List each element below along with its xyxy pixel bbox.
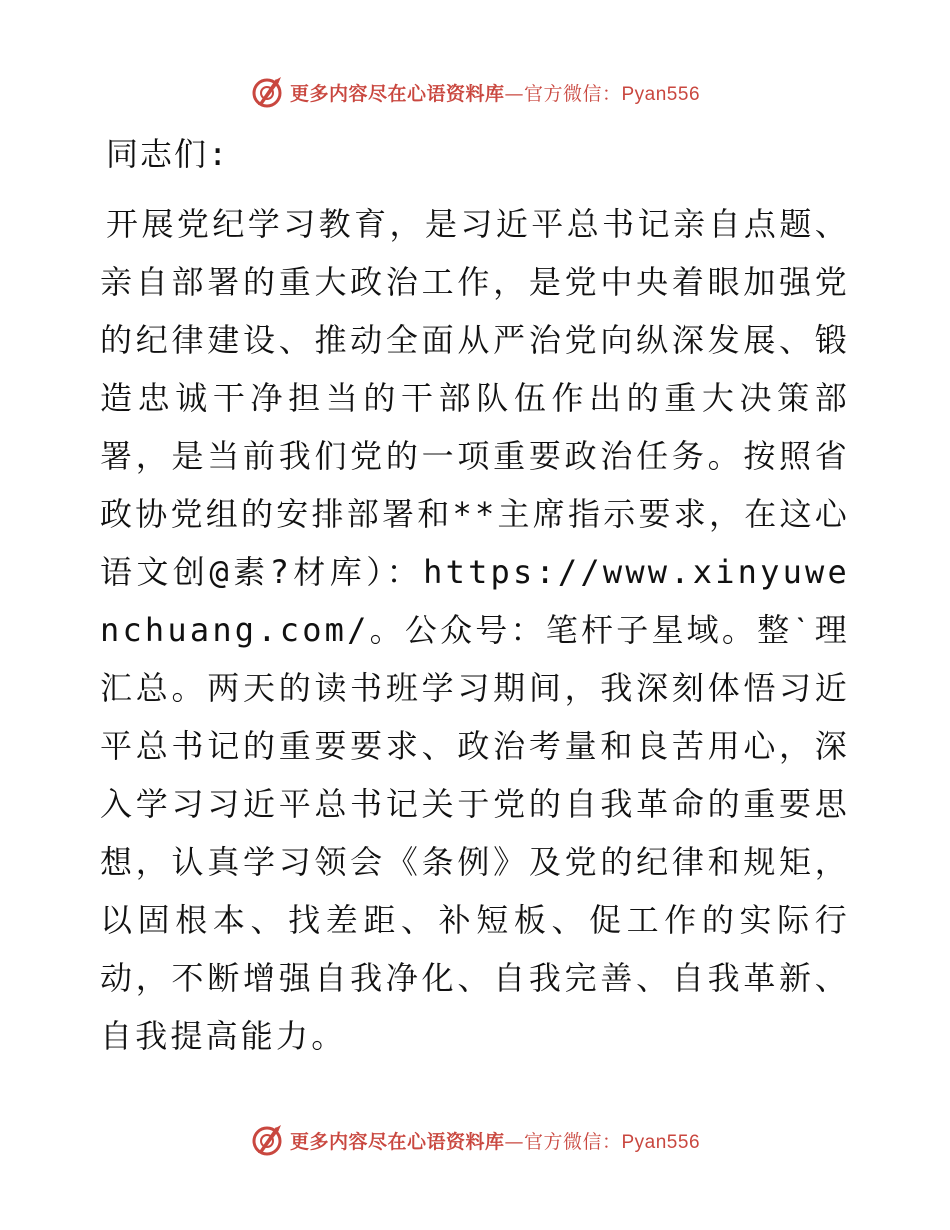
header-banner-title: 更多内容尽在心语资料库 (289, 82, 505, 105)
header-banner-text (290, 79, 700, 106)
header-banner-content (250, 75, 700, 109)
quill-logo-icon (250, 1123, 284, 1157)
footer-banner-title: 更多内容尽在心语资料库 (289, 1130, 505, 1153)
footer-banner-separator: — (504, 1130, 524, 1153)
main-paragraph: 开展党纪学习教育，是习近平总书记亲自点题、亲自部署的重大政治工作，是党中央着眼加强党的纪律建设、推动全面从严治党向纵深发展、锻造忠诚干净担当的干部队伍作出的重大决策部署，是当前我们党的一项重要政治任务。按照省政协党组的安排部署和**主席指示要求，在这心语文创@素?材库）：https://www.xinyuwenchuang.com/。公众号：笔杆子星域。整ˋ理汇总。两天的读书班学习期间，我深刻体悟习近平总书记的重要要求、政治考量和良苦用心，深入学习习近平总书记关于党的自我革命的重要思想，认真学习领会《条例》及党的纪律和规矩，以固根本、找差距、补短板、促工作的实际行动，不断增强自我净化、自我完善、自我革新、自我提高能力。 (100, 205, 850, 1055)
greeting: 同志们: (106, 135, 230, 173)
header-wechat-id: Pyan556 (621, 83, 701, 105)
footer-banner (0, 1120, 950, 1160)
footer-wechat-label: 官方微信： (523, 1130, 622, 1153)
document-body (100, 125, 850, 1065)
header-wechat-label: 官方微信： (523, 82, 622, 105)
header-banner-separator: — (504, 82, 524, 105)
footer-banner-content (250, 1123, 700, 1157)
footer-banner-text (290, 1127, 700, 1154)
footer-wechat-id: Pyan556 (621, 1131, 701, 1153)
quill-logo-icon (250, 75, 284, 109)
header-banner (0, 72, 950, 112)
